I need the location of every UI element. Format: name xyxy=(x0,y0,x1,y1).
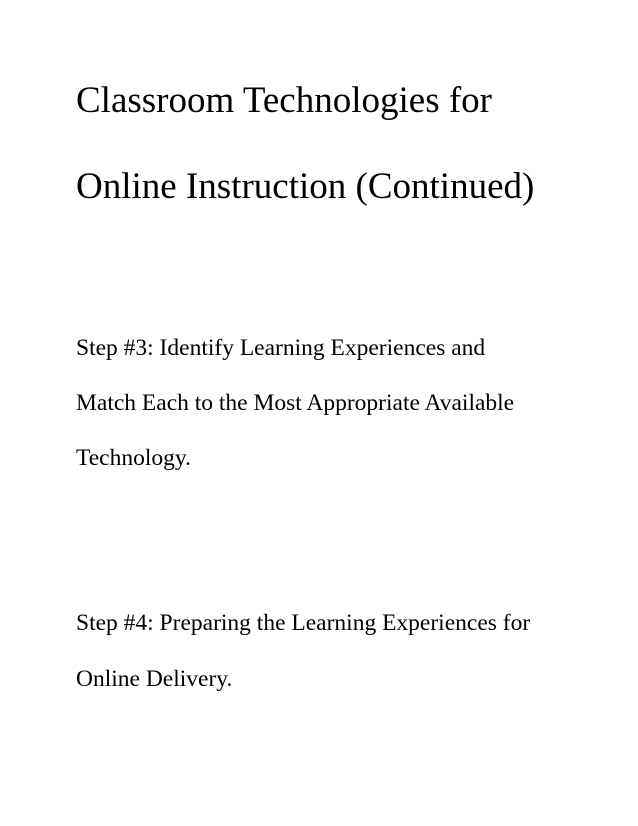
step-3-line-3: Technology. xyxy=(76,445,191,471)
step-3-line-1: Step #3: Identify Learning Experiences and xyxy=(76,335,486,361)
step-4-line-1: Step #4: Preparing the Learning Experiences for xyxy=(76,610,531,636)
page-title-line-1: Classroom Technologies for xyxy=(76,80,492,121)
step-3-line-2: Match Each to the Most Appropriate Available xyxy=(76,390,515,416)
page-title-line-2: Online Instruction (Continued) xyxy=(76,166,535,207)
step-4-line-2: Online Delivery. xyxy=(76,666,233,692)
